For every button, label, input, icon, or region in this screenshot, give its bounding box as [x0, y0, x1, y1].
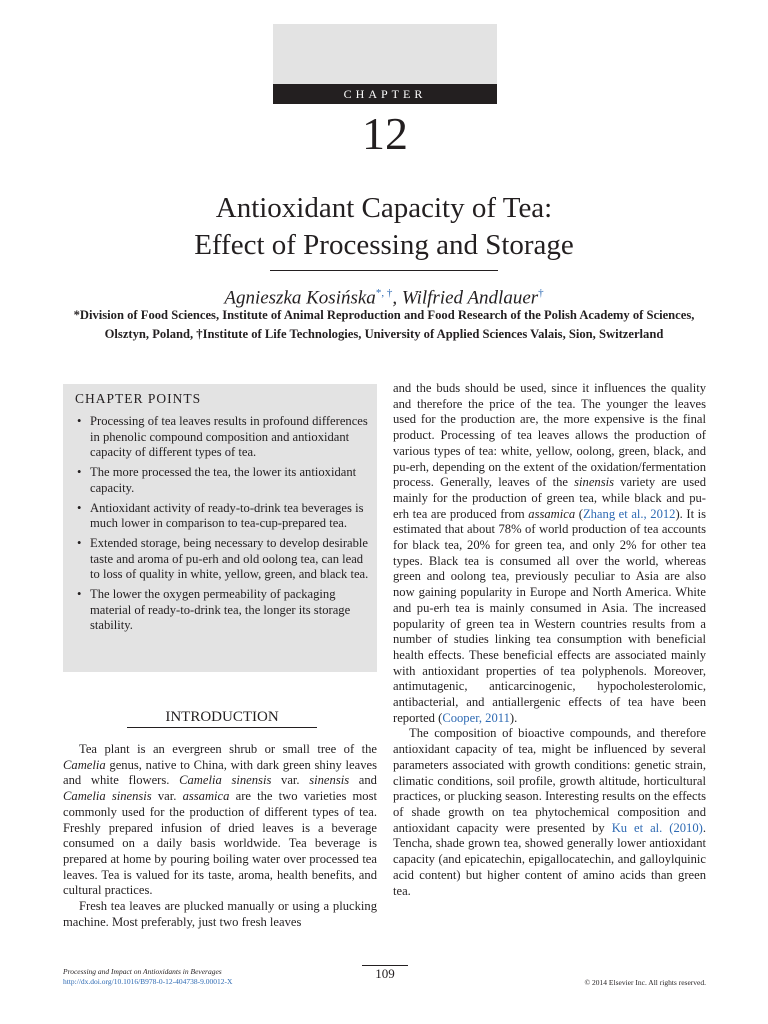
- affiliation-line-1: *Division of Food Sciences, Institute of Animal Reproduction and Food Research of the Polish Academy of Sciences,: [73, 308, 695, 322]
- chapter-point: • Antioxidant activity of ready-to-drink tea beverages is much lower in comparison to tea-cup-prepared tea.: [75, 501, 371, 532]
- footer-source: [63, 967, 232, 987]
- chapter-point: • The lower the oxygen permeability of packaging material of ready-to-drink tea, the longer its storage stability.: [75, 587, 371, 634]
- chapter-points-list: [75, 414, 371, 638]
- author-separator: ,: [392, 287, 402, 309]
- copyright-notice: © 2014 Elsevier Inc. All rights reserved.: [584, 978, 706, 987]
- intro-paragraph-2-continued: and the buds should be used, since it influences the quality and therefore the price of the tea. The younger the leaves used for the production are, the more expensive is the final product. Processing of tea leaves allows the production of various types of tea: white, yellow, oolong, green, black, and pu-erh, depending on the extent of the oxidation/fermentation process. Generally, leaves of the sinensis variety are used mainly for the production of green tea, while black and pu-erh tea are produced from assamica (Zhang et al., 2012). It is estimated that about 78% of world production of tea accounts for black tea, 20% for green tea, and only 2% for other tea types. Black tea is consumed all over the world, whereas green and oolong tea, previously peculiar to Asia are also now gaining popularity in Europe and North America. White and pu-erh tea is mainly consumed in Asia. The increased popularity of green tea in Western countries results from a number of studies linking tea consumption with beneficial health effects. These beneficial effects are associated mainly with antioxidant properties of tea polyphenols. Moreover, antimutagenic, anticarcinogenic, hypocholesterolomic, antibacterial, and antiallergenic effects of tea have been reported (Cooper, 2011).: [393, 381, 707, 725]
- chapter-label: CHAPTER: [273, 84, 497, 104]
- chapter-points-heading: CHAPTER POINTS: [75, 391, 202, 406]
- author-name-2: Wilfried Andlauer: [401, 287, 539, 309]
- book-title: Processing and Impact on Antioxidants in Beverages: [63, 967, 222, 976]
- title-divider: [270, 270, 498, 271]
- chapter-header-box: [273, 24, 497, 84]
- chapter-point: • Extended storage, being necessary to develop desirable taste and aroma of pu-erh and old oolong tea, can lead to loss of quality in white, yellow, green, and black tea.: [75, 536, 371, 583]
- title-line-1: Antioxidant Capacity of Tea:: [215, 192, 553, 224]
- intro-paragraph-2: Fresh tea leaves are plucked manually or using a plucking machine. Most preferably, just two fresh leaves: [63, 899, 377, 929]
- citation-link-ku[interactable]: Ku et al. (2010): [611, 820, 703, 835]
- intro-paragraph-3: The composition of bioactive compounds, and therefore antioxidant capacity of tea, might be influenced by several parameters associated with growth conditions: genetic strain, climatic conditions, soil profile, growth altitude, horticultural practices, or plucking season. Interesting results on the effects of shade growth on tea phytochemical composition and antioxidant capacity were presented by Ku et al. (2010). Tencha, shade grown tea, showed generally lower antioxidant capacity (and epicatechin, epigallocatechin, and galloylquinic acid content) but higher content of amino acids than green tea.: [393, 726, 706, 898]
- introduction-heading: INTRODUCTION: [165, 709, 279, 725]
- citation-link-zhang[interactable]: Zhang et al., 2012: [582, 506, 676, 521]
- citation-link-cooper[interactable]: Cooper, 2011: [442, 710, 510, 725]
- author-name-1: Agnieszka Kosińska: [224, 287, 376, 309]
- page-number: 109: [375, 966, 395, 981]
- doi-link[interactable]: http://dx.doi.org/10.1016/B978-0-12-404738-9.00012-X: [63, 977, 233, 986]
- chapter-point: • Processing of tea leaves results in profound differences in phenolic compound composition and antioxidant capacity of different types of tea.: [75, 414, 371, 461]
- left-column-text: [63, 742, 377, 930]
- chapter-point: • The more processed the tea, the lower its antioxidant capacity.: [75, 465, 371, 496]
- chapter-number: 12: [362, 108, 408, 159]
- introduction-underline: [127, 727, 317, 728]
- chapter-title: [80, 190, 688, 264]
- title-line-2: Effect of Processing and Storage: [194, 229, 574, 261]
- affiliations: [64, 306, 704, 344]
- right-column-text: [393, 381, 706, 899]
- intro-paragraph-1: Tea plant is an evergreen shrub or small tree of the Camelia genus, native to China, with dark green shiny leaves and white flowers. Camelia sinensis var. sinensis and Camelia sinensis var. assamica are the two varieties most commonly used for the production of different types of tea. Freshly prepared infusion of dried leaves is a beverage consumed on a daily basis worldwide. Tea beverage is prepared at home by pouring boiling water over processed tea leaves. Tea is valued for its taste, aroma, health benefits, and cultural practices.: [63, 742, 377, 898]
- author-1-affiliation-marks[interactable]: *, †: [375, 287, 393, 299]
- affiliation-line-2: Olsztyn, Poland, †Institute of Life Technologies, University of Applied Sciences Valais, Sion, Switzerland: [104, 327, 664, 341]
- author-2-affiliation-mark[interactable]: †: [538, 287, 544, 299]
